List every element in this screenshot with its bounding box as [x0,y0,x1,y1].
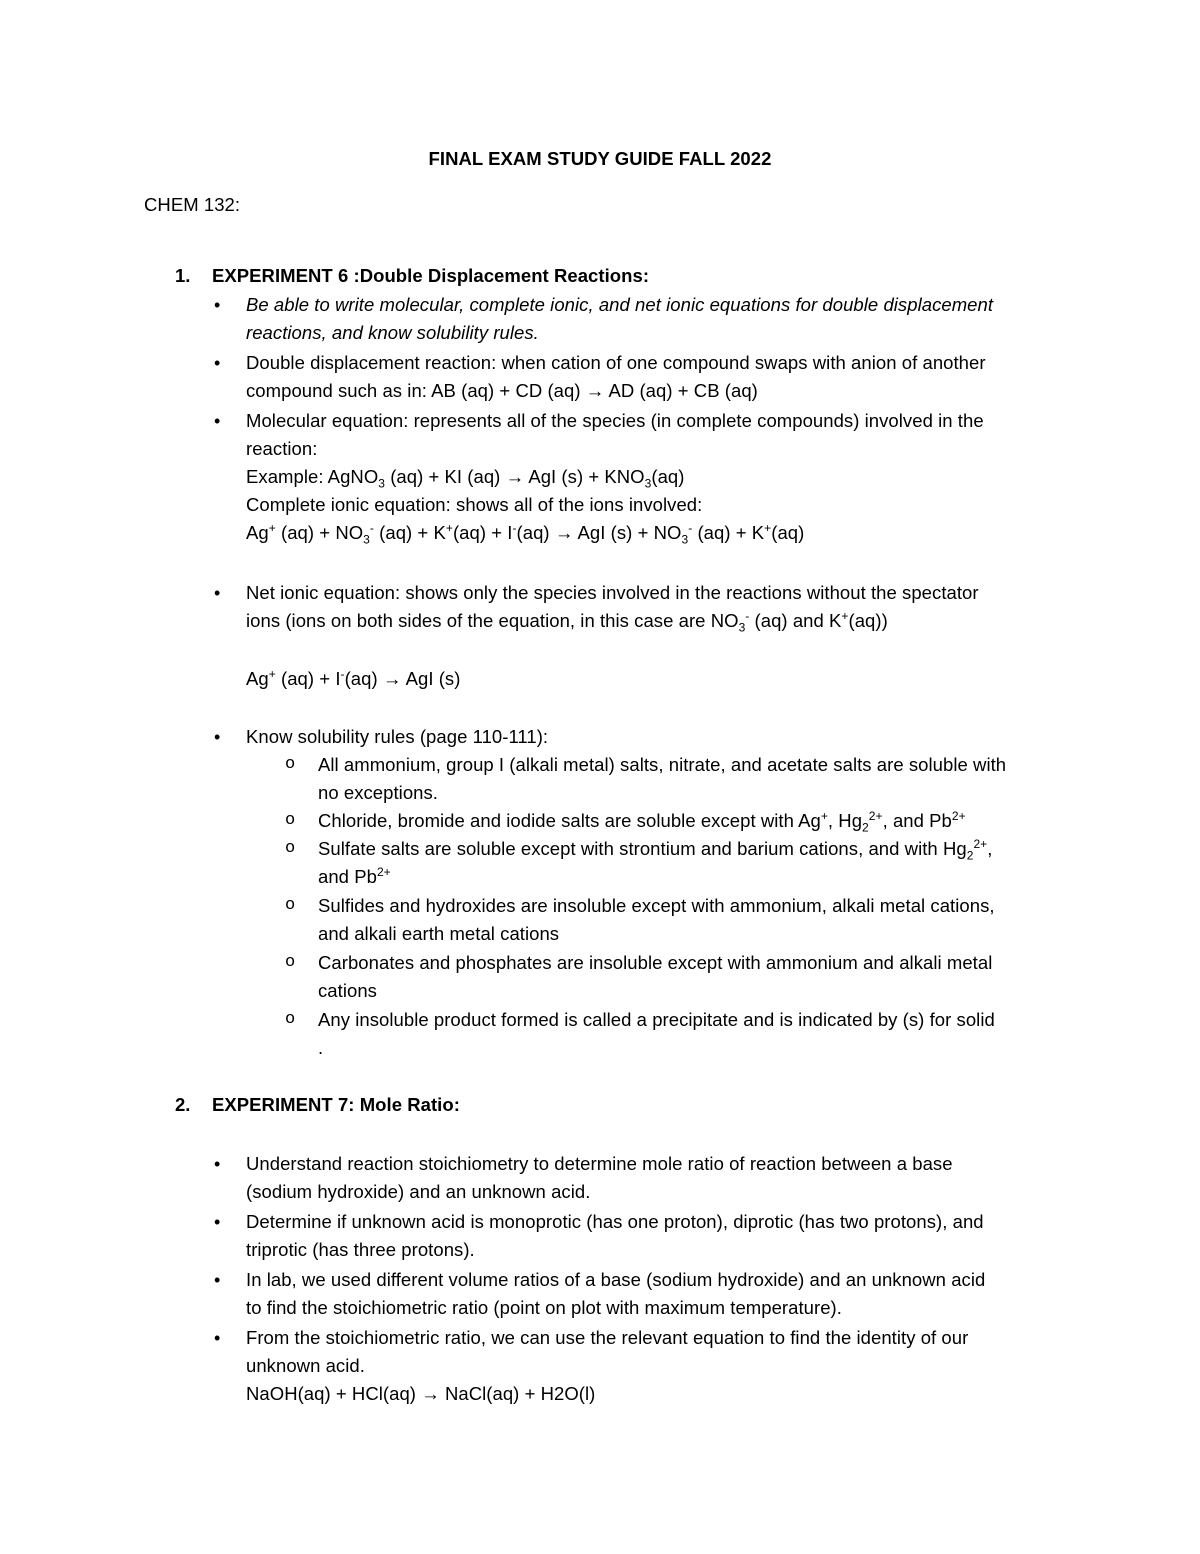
s2-bullet3-line2: to find the stoichiometric ratio (point on plot with maximum temperature). [246,1297,842,1318]
bullet-icon: • [214,1154,221,1174]
bullet-icon: • [214,411,221,431]
rule2: Chloride, bromide and iodide salts are soluble except with Ag+, $Hg_2^{2+}$, and $Pb^{2+}$ [318,808,966,835]
rule3-line1: Sulfate salts are soluble except with strontium and barium cations, and with $Hg_2^{2+}$, [318,836,993,863]
s2-bullet2-line2: triprotic (has three protons). [246,1239,475,1260]
rule1-line1: All ammonium, group I (alkali metal) salts, nitrate, and acetate salts are soluble with [318,754,1007,775]
circle-bullet-icon: o [285,1010,296,1029]
arrow-icon: → [585,380,605,401]
s1-bullet2-line2: compound such as in: AB (aq) + CD (aq) → AD (aq) + CB (aq) [246,378,758,404]
rule3-line2: and $Pb^{2+}$ [318,864,391,887]
circle-bullet-icon: o [285,811,296,830]
page-title: FINAL EXAM STUDY GUIDE FALL 2022 [428,148,772,169]
s1-bullet3-line1: Molecular equation: represents all of the species (in complete compounds) involved in the [246,410,984,431]
arrow-icon: → [382,668,402,689]
bullet-icon: • [214,353,221,373]
bullet-icon: • [214,295,221,315]
s1-bullet1-line2: reactions, and know solubility rules. [246,322,539,343]
s2-bullet1-line2: (sodium hydroxide) and an unknown acid. [246,1181,591,1202]
rule4-line1: Sulfides and hydroxides are insoluble except with ammonium, alkali metal cations, [318,895,995,916]
section-2-heading: EXPERIMENT 7: Mole Ratio: [212,1094,460,1115]
s2-bullet4-line1: From the stoichiometric ratio, we can use the relevant equation to find the identity of our [246,1327,969,1348]
rule6-line2: . [318,1037,324,1058]
arrow-icon: → [505,466,525,487]
rule1-line2: no exceptions. [318,782,439,803]
bullet-icon: • [214,1328,221,1348]
s1-bullet3-line2: reaction: [246,438,318,459]
section-1-number: 1. [175,265,191,286]
circle-bullet-icon: o [285,755,296,774]
molecular-example: Example: AgNO$_3$ (aq) + KI (aq) → AgI $(s) + KNO_3(aq)$ [246,466,685,491]
bullet-icon: • [214,583,221,603]
circle-bullet-icon: o [285,953,296,972]
rule4-line2: and alkali earth metal cations [318,923,560,944]
naoh-hcl-equation: NaOH(aq) + HCl(aq) → NaCl(aq) + H2O(l) [246,1381,595,1407]
s1-bullet4-line1: Net ionic equation: shows only the species involved in the reactions without the spectator [246,582,979,603]
rule5-line1: Carbonates and phosphates are insoluble except with ammonium and alkali metal [318,952,993,973]
complete-ionic-equation: Ag+ $(aq) + NO_3^-$ (aq) + K+(aq) + I-(aq) → AgI $(s) + NO_3^-$ (aq) + K+(aq) [246,520,805,547]
section-2-number: 2. [175,1094,191,1115]
s1-bullet4-line2: ions (ions on both sides of the equation, in this case are $NO_3^-$ (aq) and K+(aq)) [246,608,888,635]
circle-bullet-icon: o [285,896,296,915]
bullet-icon: • [214,727,221,747]
arrow-icon: → [421,1383,440,1404]
course-label: CHEM 132: [144,194,241,215]
s2-bullet2-line1: Determine if unknown acid is monoprotic (has one proton), diprotic (has two protons), and [246,1211,984,1232]
section-1-heading: EXPERIMENT 6 :Double Displacement Reactions: [212,265,650,286]
s1-bullet5: Know solubility rules (page 110-111): [246,726,549,747]
s1-bullet1-line1: Be able to write molecular, complete ionic, and net ionic equations for double displacement [246,294,994,315]
s1-bullet2-line1: Double displacement reaction: when cation of one compound swaps with anion of another [246,352,986,373]
rule6-line1: Any insoluble product formed is called a precipitate and is indicated by (s) for solid [318,1009,995,1030]
bullet-icon: • [214,1212,221,1232]
net-ionic-equation: Ag+ (aq) + I-(aq) → AgI (s) [246,666,460,692]
s2-bullet3-line1: In lab, we used different volume ratios of a base (sodium hydroxide) and an unknown acid [246,1269,986,1290]
arrow-icon: → [554,522,574,543]
s2-bullet4-line2: unknown acid. [246,1355,365,1376]
circle-bullet-icon: o [285,839,296,858]
s2-bullet1-line1: Understand reaction stoichiometry to determine mole ratio of reaction between a base [246,1153,953,1174]
complete-ionic-label: Complete ionic equation: shows all of the ions involved: [246,494,703,515]
bullet-icon: • [214,1270,221,1290]
rule5-line2: cations [318,980,377,1001]
